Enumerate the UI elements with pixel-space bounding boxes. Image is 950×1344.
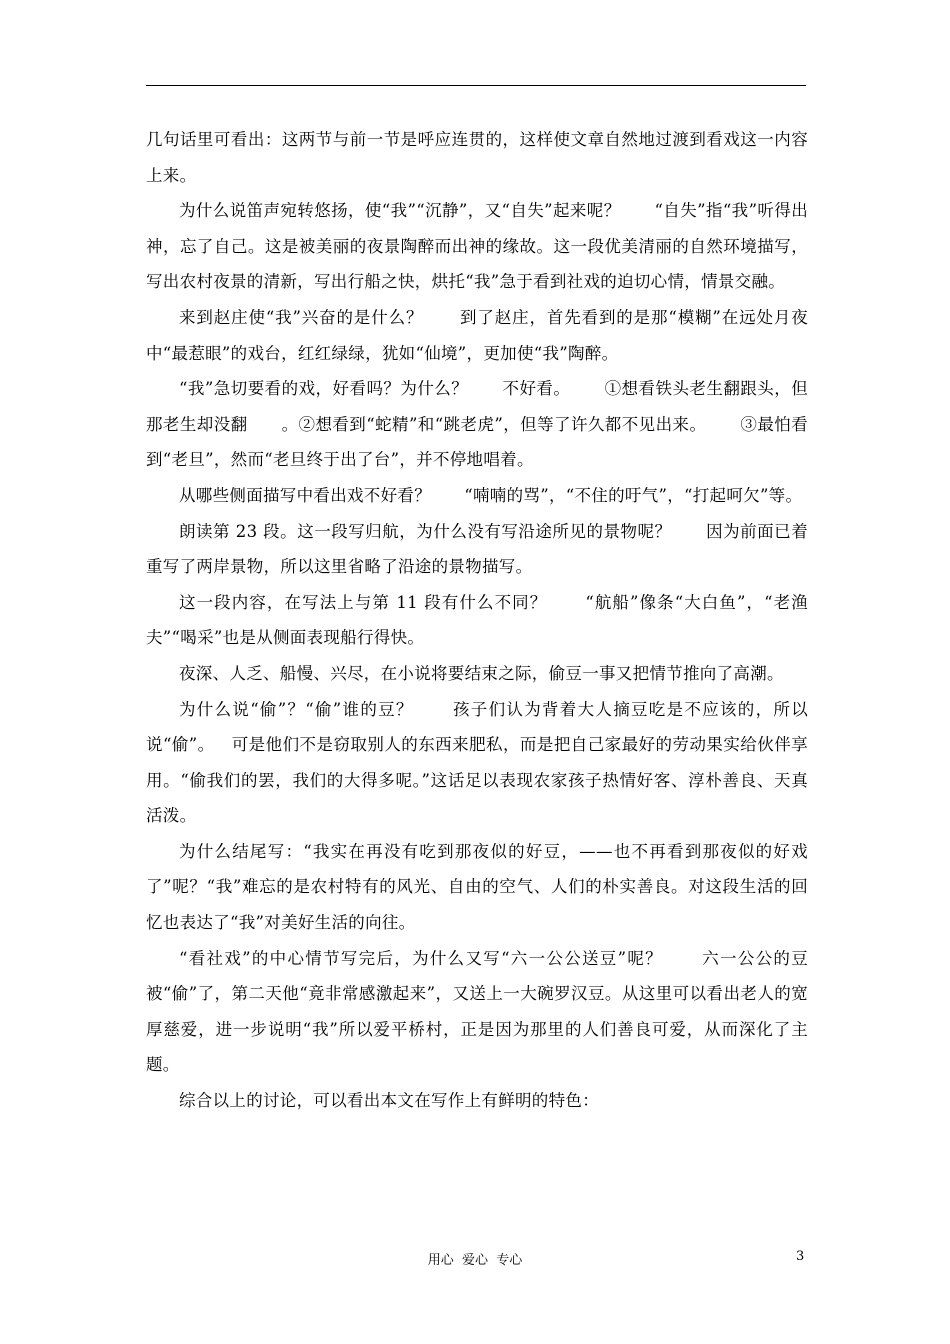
paragraph-9: 为什么说“偷”？“偷”谁的豆？ 孩子们认为背着大人摘豆吃是不应该的，所以说“偷”。 可是他们不是窃取别人的东西来肥私，而是把自己家最好的劳动果实给伙伴享用。“偷我们的罢，我们的大得多呢。”这话足以表现农家孩子热情好客、淳朴善良、天真活泼。 — [146, 699, 808, 826]
paragraph-11: “看社戏”的中心情节写完后，为什么又写“六一公公送豆”呢？ 六一公公的豆被“偷”了，第二天他“竟非常感激起来”，又送上一大碗罗汉豆。从这里可以看出老人的宽厚慈爱，进一步说明“我”所以爱平桥村，正是因为那里的人们善良可爱，从而深化了主题。 — [146, 948, 808, 1075]
paragraph-12: 综合以上的讨论，可以看出本文在写作上有鲜明的特色： — [179, 1091, 599, 1111]
footer-motto: 用心 爱心 专心 — [427, 1253, 523, 1268]
page-number: 3 — [796, 1249, 805, 1264]
header-rule — [146, 85, 806, 86]
document-body — [146, 122, 808, 1119]
paragraph-1: 几句话里可看出：这两节与前一节是呼应连贯的，这样使文章自然地过渡到看戏这一内容上来。 — [146, 130, 808, 185]
paragraph-3: 来到赵庄使“我”兴奋的是什么？ 到了赵庄，首先看到的是那“模糊”在远处月夜中“最惹眼”的戏台，红红绿绿，犹如“仙境”，更加使“我”陶醉。 — [146, 307, 808, 363]
paragraph-4: “我”急切要看的戏，好看吗？为什么？ 不好看。 ①想看铁头老生翻跟头，但那老生却没翻 。②想看到“蛇精”和“跳老虎”，但等了许久都不见出来。 ③最怕看到“老旦”，然而“老旦终于出了台”，并不停地唱着。 — [146, 379, 808, 470]
paragraph-8: 夜深、人乏、船慢、兴尽，在小说将要结束之际，偷豆一事又把情节推向了高潮。 — [179, 663, 784, 683]
paragraph-10: 为什么结尾写：“我实在再没有吃到那夜似的好豆，——也不再看到那夜似的好戏了”呢？“我”难忘的是农村特有的风光、自由的空气、人们的朴实善良。对这段生活的回忆也表达了“我”对美好生活的向往。 — [146, 841, 808, 933]
paragraph-6: 朗读第 23 段。这一段写归航，为什么没有写沿途所见的景物呢？ 因为前面已着重写了两岸景物，所以这里省略了沿途的景物描写。 — [146, 521, 808, 577]
paragraph-2: 为什么说笛声宛转悠扬，使“我”“沉静”，又“自失”起来呢？ “自失”指“我”听得出神，忘了自己。这是被美丽的夜景陶醉而出神的缘故。这一段优美清丽的自然环境描写，写出农村夜景的清新，写出行船之快，烘托“我”急于看到社戏的迫切心情，情景交融。 — [146, 201, 808, 292]
paragraph-5: 从哪些侧面描写中看出戏不好看？ “喃喃的骂”，“不住的吁气”，“打起呵欠”等。 — [179, 485, 803, 505]
paragraph-7: 这一段内容，在写法上与第 11 段有什么不同？ “航船”像条“大白鱼”，“老渔夫”“喝采”也是从侧面表现船行得快。 — [146, 592, 808, 648]
